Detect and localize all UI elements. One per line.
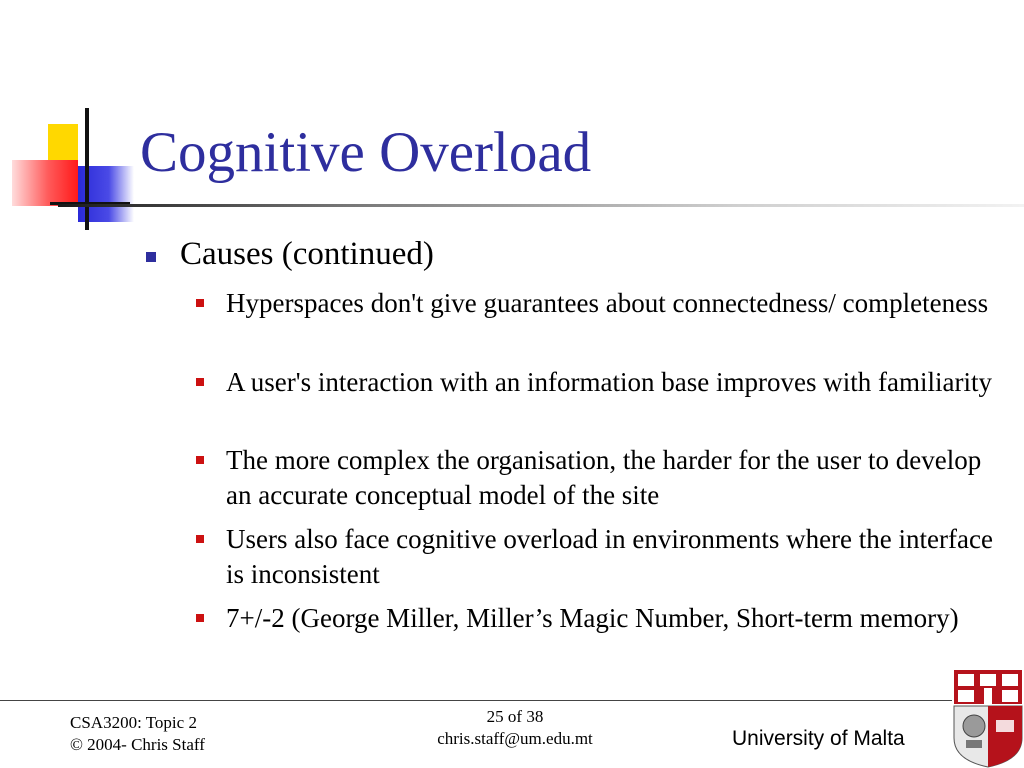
university-label: University of Malta [732,727,905,750]
slide-title: Cognitive Overload [140,121,592,184]
course-label: CSA3200: Topic 2 [70,713,197,732]
bullet-text: The more complex the organisation, the harder for the user to develop an accurate conceptual model of the site [226,445,982,510]
square-bullet-icon [196,378,204,386]
email-label: chris.staff@um.edu.mt [437,729,593,748]
title-divider [58,204,1024,207]
page-number: 25 of 38 [486,707,544,726]
square-bullet-icon [196,535,204,543]
footer-left [70,712,205,756]
vertical-line [85,108,89,230]
square-bullet-icon [146,252,156,262]
bullet-text: A user's interaction with an information base improves with familiarity [226,367,992,397]
bullet-text: Users also face cognitive overload in environments where the interface is inconsistent [226,524,993,589]
bullet-text: Causes (continued) [180,236,434,272]
footer-center [400,706,630,750]
square-bullet-icon [196,299,204,307]
square-bullet-icon [196,614,204,622]
copyright-label: © 2004- Chris Staff [70,735,205,754]
square-bullet-icon [196,456,204,464]
university-crest-icon [952,668,1024,768]
bullet-text: Hyperspaces don't give guarantees about connectedness/ completeness [226,288,989,318]
corner-decoration [0,100,140,230]
footer-divider [0,700,1024,701]
bullet-text: 7+/-2 (George Miller, Miller’s Magic Number, Short-term memory) [226,603,959,633]
red-square [12,160,78,206]
